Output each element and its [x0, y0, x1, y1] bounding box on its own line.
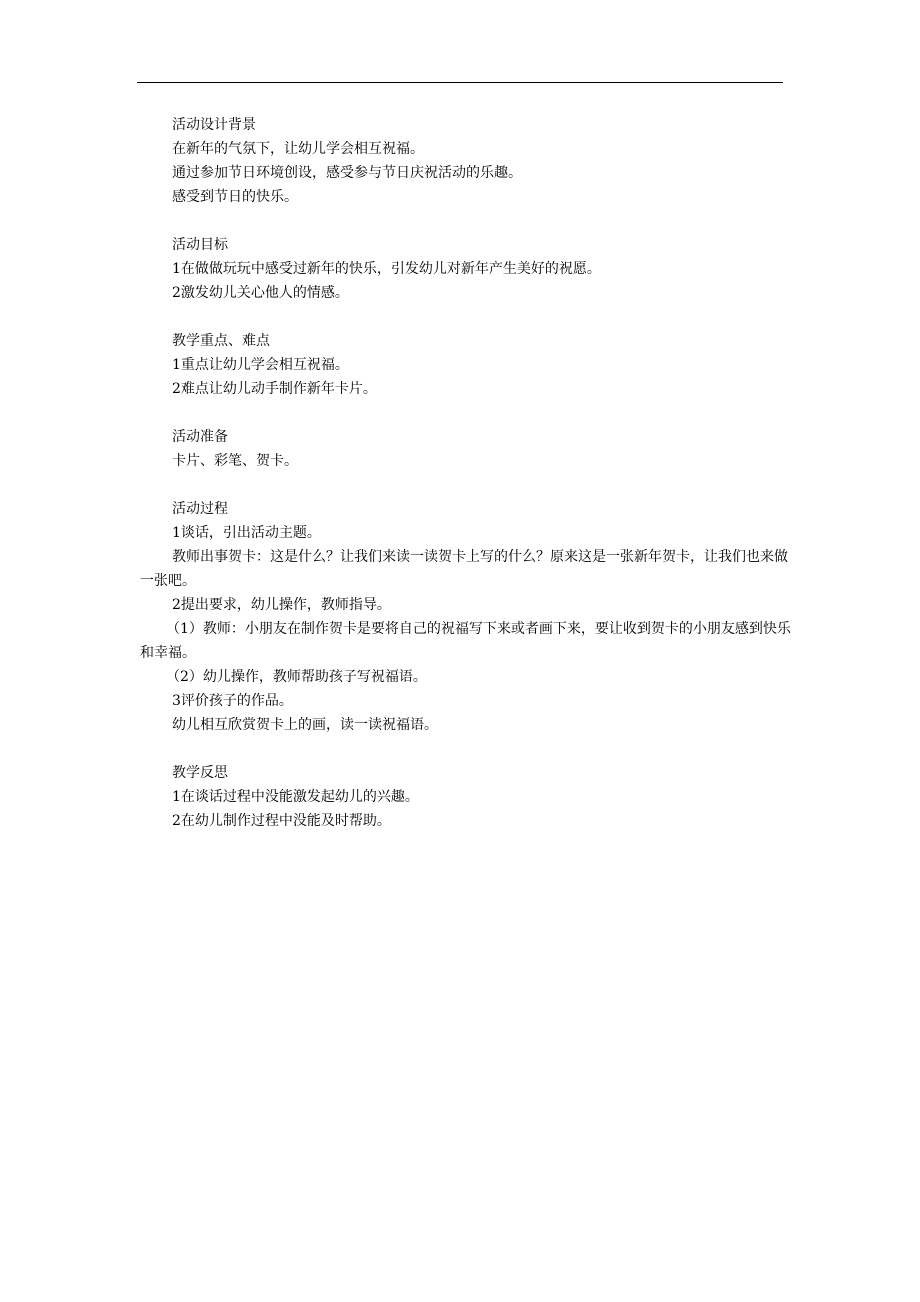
- header-rule: [137, 82, 783, 83]
- section-goals: [140, 233, 795, 305]
- paragraph-line: 通过参加节日环境创设，感受参与节日庆祝活动的乐趣。: [172, 165, 522, 181]
- paragraph-line: 1重点让幼儿学会相互祝福。: [172, 357, 349, 373]
- section-heading: 教学反思: [172, 765, 228, 781]
- section-heading: 活动设计背景: [172, 117, 256, 133]
- section-heading: 活动目标: [172, 237, 228, 253]
- section-preparation: [140, 425, 795, 473]
- paragraph-line: 1在谈话过程中没能激发起幼儿的兴趣。: [172, 789, 419, 805]
- section-key-points: [140, 329, 795, 401]
- section-process: [140, 497, 795, 737]
- paragraph-line: 在新年的气氛下，让幼儿学会相互祝福。: [172, 141, 424, 157]
- paragraph-line: 2激发幼儿关心他人的情感。: [172, 285, 349, 301]
- paragraph-line: 卡片、彩笔、贺卡。: [172, 453, 298, 469]
- section-background: [140, 113, 795, 209]
- paragraph-line: （2）幼儿操作，教师帮助孩子写祝福语。: [166, 669, 427, 685]
- paragraph-line: 3评价孩子的作品。: [172, 693, 293, 709]
- paragraph-line: 1在做做玩玩中感受过新年的快乐，引发幼儿对新年产生美好的祝愿。: [172, 261, 601, 277]
- section-reflection: [140, 761, 795, 833]
- paragraph-line: 2提出要求，幼儿操作，教师指导。: [172, 597, 391, 613]
- document-body: [140, 113, 795, 857]
- paragraph-line: 感受到节日的快乐。: [172, 189, 298, 205]
- section-heading: 教学重点、难点: [172, 333, 270, 349]
- paragraph-line: 2在幼儿制作过程中没能及时帮助。: [172, 813, 391, 829]
- paragraph-line: 1谈话，引出活动主题。: [172, 525, 321, 541]
- section-heading: 活动过程: [172, 501, 228, 517]
- paragraph-line: 2难点让幼儿动手制作新年卡片。: [172, 381, 377, 397]
- paragraph-line: 教师出事贺卡：这是什么？让我们来读一读贺卡上写的什么？原来这是一张新年贺卡，让我们也来做一张吧。: [140, 549, 788, 589]
- section-heading: 活动准备: [172, 429, 228, 445]
- paragraph-line: （1）教师：小朋友在制作贺卡是要将自己的祝福写下来或者画下来，要让收到贺卡的小朋友感到快乐和幸福。: [140, 621, 791, 661]
- paragraph-line: 幼儿相互欣赏贺卡上的画，读一读祝福语。: [172, 717, 438, 733]
